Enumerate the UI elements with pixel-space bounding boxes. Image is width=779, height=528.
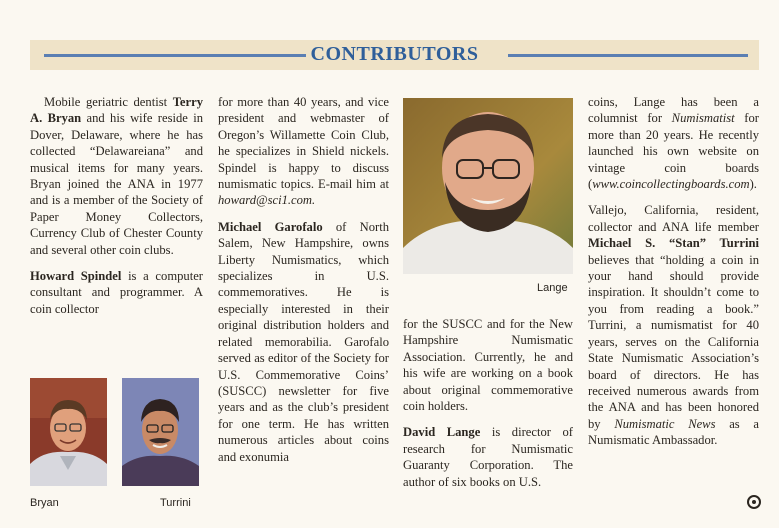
end-mark-icon (747, 495, 761, 509)
column-4 (588, 94, 759, 449)
url-lange: www.coincollectingboards.com (592, 177, 750, 192)
caption-turrini: Turrini (160, 497, 191, 509)
photo-turrini (122, 378, 199, 486)
column-2 (218, 94, 389, 465)
bio-turrini: Vallejo, California, resident, collector and ANA life member Michael S. “Stan” Turrini believes that “holding a coin in your hand should provide inspiration. It shouldn’t come to you from reading a book.” Turrini, a numismatist for 40 years, serves on the California State Numismatic Association’s board of directors. He has received numerous awards from the ANA and has been honored by Numismatic News as a Numismatic Ambassador. (588, 203, 759, 448)
bio-spindel-cont: for more than 40 years, and vice president and webmaster of Oregon’s Willamette Coin Club, he specializes in Shield nickels. Spindel is happy to discuss numismatic topics. E-mail him at howard@sci1.com. (218, 95, 389, 208)
publication-numismatist: Numismatist (671, 111, 735, 126)
column-1 (30, 94, 203, 317)
bio-spindel-start: Howard Spindel is a computer consultant and programmer. A coin collector (30, 269, 203, 316)
section-title: CONTRIBUTORS (310, 43, 479, 65)
photo-bryan (30, 378, 107, 486)
bio-lange: David Lange is director of research for Numismatic Guaranty Corporation. The author of six books on U.S. (403, 425, 573, 489)
name-turrini: Michael S. “Stan” Turrini (588, 236, 759, 251)
banner-rule-right (508, 54, 748, 57)
email-spindel: howard@sci1.com. (218, 193, 316, 208)
bio-lange-cont: coins, Lange has been a columnist for Numismatist for more than 20 years. He recently launched his own website on vintage coin boards (www.coincollectingboards.com). (588, 95, 759, 192)
name-garofalo: Michael Garofalo (218, 219, 323, 234)
bio-garofalo-cont: for the SUSCC and for the New Hampshire Numismatic Association. Currently, he and his wife are working on a book about original commemorative coin holders. (403, 317, 573, 414)
name-bryan: Terry A. Bryan (30, 95, 203, 126)
bio-garofalo: Michael Garofalo of North Salem, New Hampshire, owns Liberty Numismatics, which specializes in U.S. commemoratives. He is especially interested in their original distribution holders and related memorabilia. Garofalo served as editor of the Society for U.S. Commemorative Coins’ (SUSCC) newsletter for five years and as the club’s president for one term. He has written numerous articles about coins and exonumia (218, 219, 389, 464)
bio-bryan: Mobile geriatric dentist Terry A. Bryan and his wife reside in Dover, Delaware, where he has collected “Delawareiana” and musical items for many years. Bryan joined the ANA in 1977 and is a member of the Society of Paper Money Collectors, Currency Club of Chester County and several other coin clubs. (30, 95, 203, 257)
photo-lange (403, 98, 573, 274)
name-lange: David Lange (403, 425, 481, 440)
caption-bryan: Bryan (30, 497, 59, 509)
section-banner (30, 40, 759, 70)
caption-lange: Lange (537, 282, 568, 294)
column-3 (403, 316, 573, 490)
name-spindel: Howard Spindel (30, 269, 122, 284)
publication-numismatic-news: Numismatic News (614, 416, 716, 431)
